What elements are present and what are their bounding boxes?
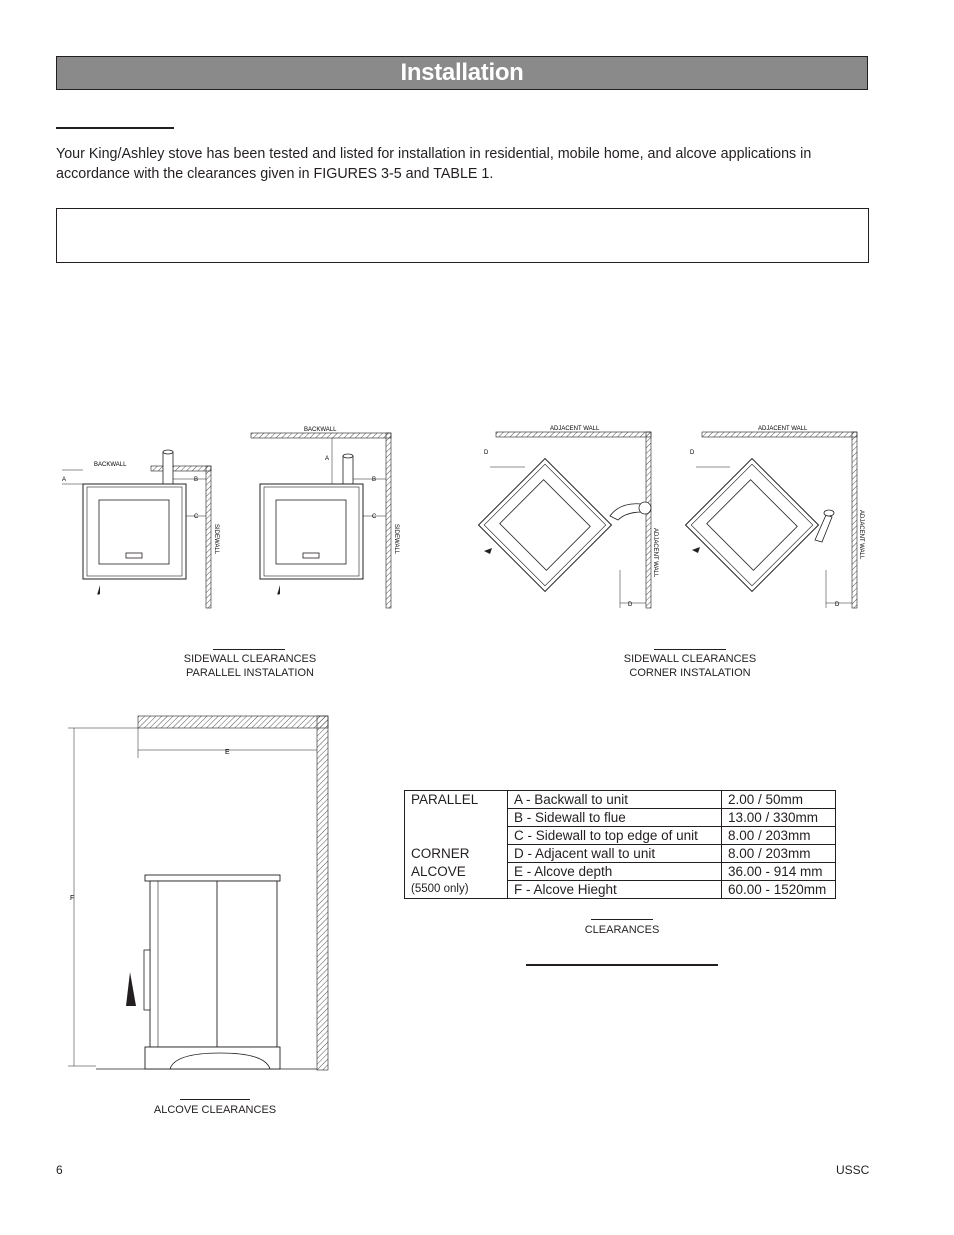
dim-a-label: A bbox=[62, 477, 67, 483]
corner-caption-line1: SIDEWALL CLEARANCES bbox=[623, 653, 757, 665]
table-cell-value: 13.00 / 330mm bbox=[722, 809, 836, 827]
table-cell-value: 8.00 / 203mm bbox=[722, 845, 836, 863]
dim-b-label: B bbox=[194, 477, 199, 483]
dim-c-label: C bbox=[194, 514, 199, 520]
table-cell-value: 8.00 / 203mm bbox=[722, 827, 836, 845]
table-cell-category: ALCOVE bbox=[405, 863, 508, 881]
table-row bbox=[405, 881, 836, 899]
alcove-figure bbox=[60, 710, 340, 1080]
section-rule bbox=[526, 964, 718, 966]
dim-e-label: E bbox=[225, 749, 230, 756]
dim-d-label-3: D bbox=[690, 450, 695, 456]
backwall-label-2: BACKWALL bbox=[304, 427, 337, 433]
table-cell-desc: D - Adjacent wall to unit bbox=[508, 845, 722, 863]
table-cell-category: (5500 only) bbox=[405, 881, 508, 899]
dim-a-label-2: A bbox=[325, 456, 330, 462]
sidewall-label: SIDEWALL bbox=[213, 524, 219, 555]
backwall-label: BACKWALL bbox=[94, 462, 127, 468]
dim-f-label: F bbox=[70, 895, 75, 902]
parallel-caption-line1: SIDEWALL CLEARANCES bbox=[183, 653, 317, 665]
table-cell-category bbox=[405, 809, 508, 827]
dim-d-label-2: D bbox=[628, 602, 633, 608]
footer-brand: USSC bbox=[836, 1163, 870, 1177]
caption-rule-alcove bbox=[180, 1099, 250, 1100]
table-cell-desc: F - Alcove Hieght bbox=[508, 881, 722, 899]
table-row bbox=[405, 845, 836, 863]
corner-installation-figure bbox=[470, 420, 870, 620]
dim-c-label-2: C bbox=[372, 514, 377, 520]
clearances-table bbox=[404, 790, 836, 899]
table-row bbox=[405, 809, 836, 827]
adjacent-wall-label-2: ADJACENT WALL bbox=[758, 426, 808, 432]
table-cell-category: CORNER bbox=[405, 845, 508, 863]
table-cell-desc: B - Sidewall to flue bbox=[508, 809, 722, 827]
parallel-caption-line2: PARALLEL INSTALATION bbox=[186, 667, 314, 679]
caption-rule-corner bbox=[654, 649, 726, 650]
corner-caption-line2: CORNER INSTALATION bbox=[629, 667, 751, 679]
table-cell-desc: E - Alcove depth bbox=[508, 863, 722, 881]
table-row bbox=[405, 791, 836, 809]
caption-rule-table bbox=[591, 919, 653, 920]
section-banner bbox=[56, 56, 868, 90]
table-row bbox=[405, 863, 836, 881]
table-cell-value: 2.00 / 50mm bbox=[722, 791, 836, 809]
table-row bbox=[405, 827, 836, 845]
table-caption: CLEARANCES bbox=[584, 924, 660, 936]
adjacent-wall-side-label-2: ADJACENT WALL bbox=[858, 510, 864, 560]
dim-d-label-4: D bbox=[835, 602, 840, 608]
dim-d-label: D bbox=[484, 450, 489, 456]
table-cell-desc: A - Backwall to unit bbox=[508, 791, 722, 809]
table-cell-value: 60.00 - 1520mm bbox=[722, 881, 836, 899]
heading-rule bbox=[56, 127, 174, 129]
dim-b-label-2: B bbox=[372, 477, 377, 483]
adjacent-wall-label: ADJACENT WALL bbox=[550, 426, 600, 432]
table-cell-value: 36.00 - 914 mm bbox=[722, 863, 836, 881]
page-number: 6 bbox=[56, 1163, 63, 1177]
corner-caption bbox=[580, 652, 800, 680]
sidewall-label-2: SIDEWALL bbox=[393, 524, 399, 555]
adjacent-wall-side-label: ADJACENT WALL bbox=[652, 528, 658, 578]
table-cell-category bbox=[405, 827, 508, 845]
intro-paragraph: Your King/Ashley stove has been tested and listed for installation in residential, mobile home, and alcove applications in accordance with the clearances given in FIGURES 3-5 and TABLE 1. bbox=[56, 146, 812, 182]
parallel-installation-figure bbox=[56, 420, 406, 620]
caption-rule-parallel bbox=[213, 649, 285, 650]
parallel-caption bbox=[140, 652, 360, 680]
table-cell-category: PARALLEL bbox=[405, 791, 508, 809]
notice-box bbox=[56, 208, 869, 263]
page-title: Installation bbox=[400, 59, 524, 86]
alcove-caption: ALCOVE CLEARANCES bbox=[153, 1104, 277, 1116]
table-cell-desc: C - Sidewall to top edge of unit bbox=[508, 827, 722, 845]
